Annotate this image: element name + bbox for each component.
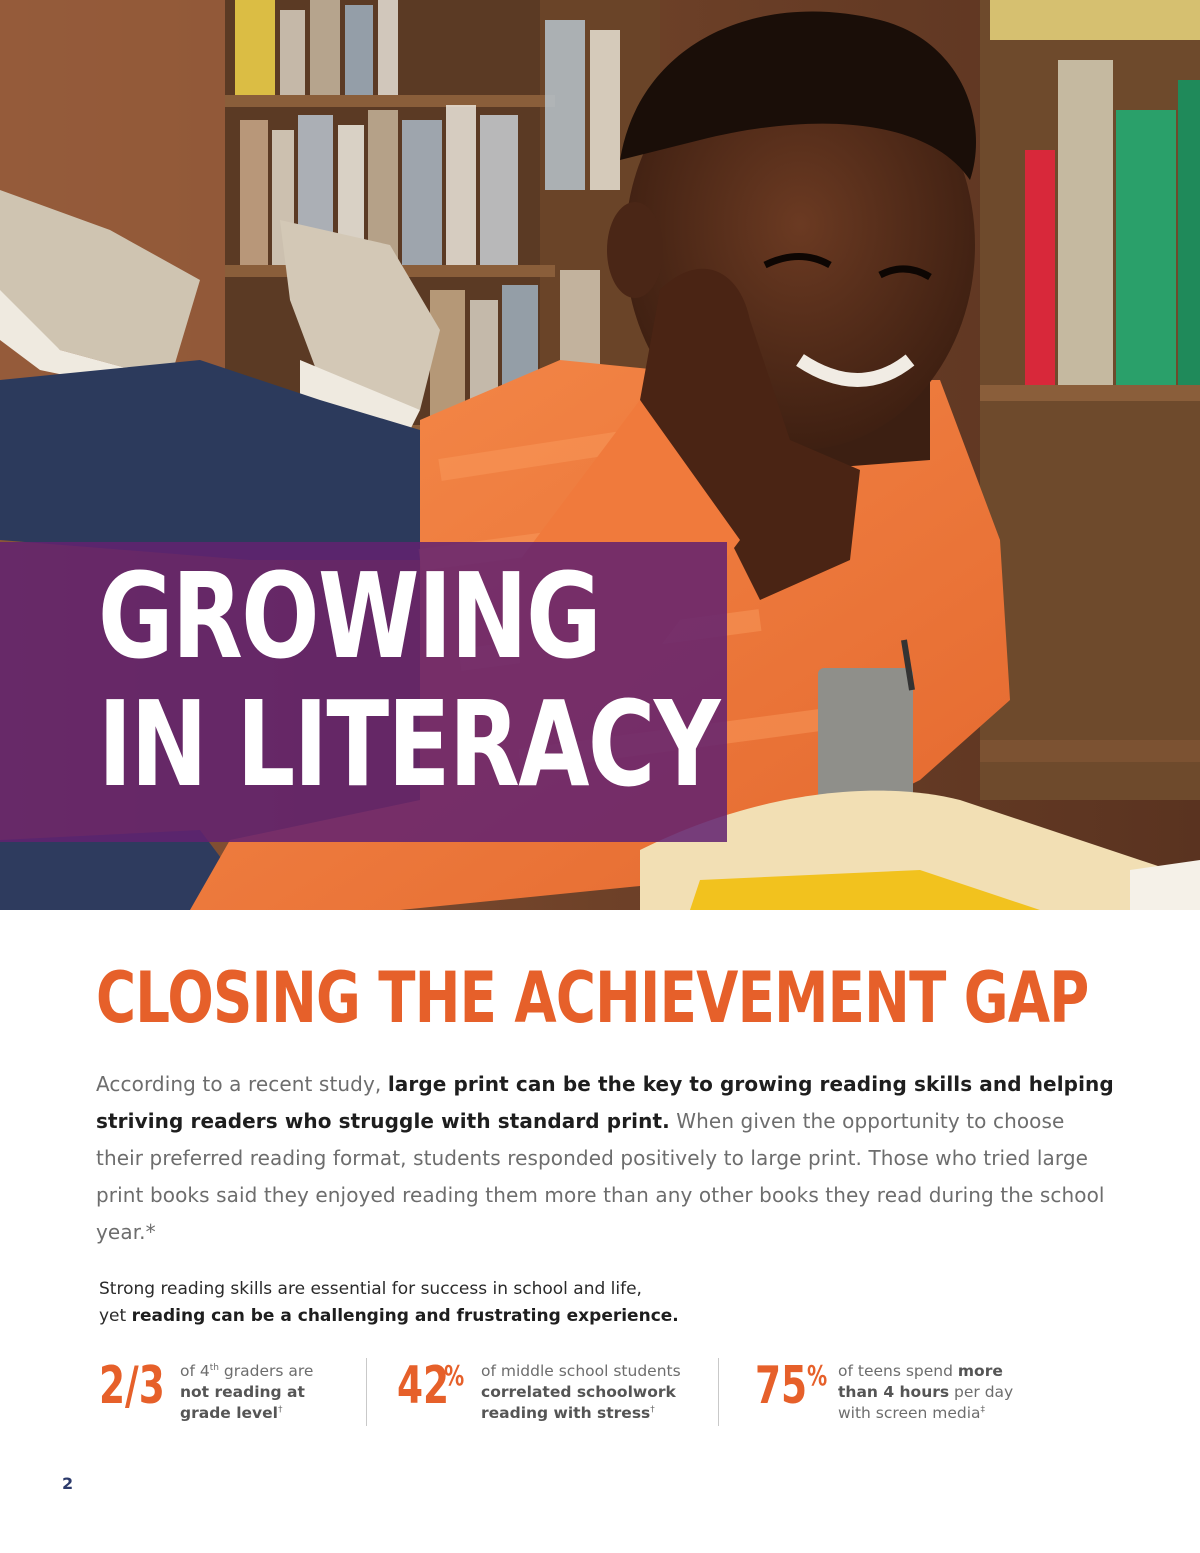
intro-text-start: According to a recent study, (96, 1072, 388, 1096)
stat-screen-media (755, 1358, 1055, 1428)
stat-desc-line1-bold: more (957, 1362, 1003, 1380)
stat-divider (366, 1358, 367, 1426)
stat-desc-line1-end: graders are (218, 1362, 314, 1380)
intro-emphasis: large print can be the key to growing reading skills and helping striving readers who struggle with standard print. (96, 1072, 1114, 1133)
stat-desc-line2: not reading at (180, 1383, 305, 1401)
intro-paragraph (96, 1066, 1116, 1251)
stat-desc-line1: of teens spend (838, 1362, 958, 1380)
stat-desc-line2: per day (949, 1383, 1014, 1401)
stat-description (180, 1361, 313, 1424)
footnote-mark: ‡ (980, 1404, 986, 1415)
stat-desc-line2-bold: than 4 hours (838, 1383, 950, 1401)
lead-emphasis: reading can be a challenging and frustrating experience. (131, 1306, 679, 1326)
percent-sign: % (444, 1359, 465, 1392)
lead-line-1: Strong reading skills are essential for success in school and life, (99, 1279, 642, 1299)
page-title (98, 547, 720, 813)
stat-value: 2/3 (99, 1356, 165, 1416)
percent-sign: % (807, 1359, 828, 1392)
stat-desc-line1: of 4 (180, 1362, 210, 1380)
stat-desc-line3: grade level (180, 1404, 278, 1422)
footnote-mark: † (277, 1404, 283, 1415)
stat-description (481, 1361, 681, 1424)
title-line-2: IN LITERACY (98, 675, 720, 813)
stat-desc-superscript: th (209, 1362, 219, 1373)
footnote-mark: † (650, 1404, 655, 1415)
stat-schoolwork-stress (397, 1358, 697, 1428)
lead-paragraph (99, 1276, 799, 1330)
stat-value: 75 (755, 1356, 808, 1416)
stat-value: 42 (397, 1356, 450, 1416)
title-line-1: GROWING (98, 547, 601, 685)
stat-description (838, 1361, 1013, 1424)
stat-reading-level (99, 1358, 359, 1428)
stat-desc-line1: of middle school students (481, 1362, 681, 1380)
stat-divider (718, 1358, 719, 1426)
intro-text-end: When given the opportunity to choose their preferred reading format, students responded positively to large print. Those who tried large print books said they enjoyed reading them more than any other books they read during the school year.* (96, 1109, 1105, 1244)
section-headline: CLOSING THE ACHIEVEMENT GAP (96, 957, 1089, 1039)
lead-line-2-start: yet (99, 1306, 132, 1326)
page-number: 2 (62, 1474, 74, 1493)
stat-desc-line2: correlated schoolwork (481, 1383, 676, 1401)
stat-desc-line3: with screen media (838, 1404, 981, 1422)
stat-desc-line3: reading with stress (481, 1404, 651, 1422)
